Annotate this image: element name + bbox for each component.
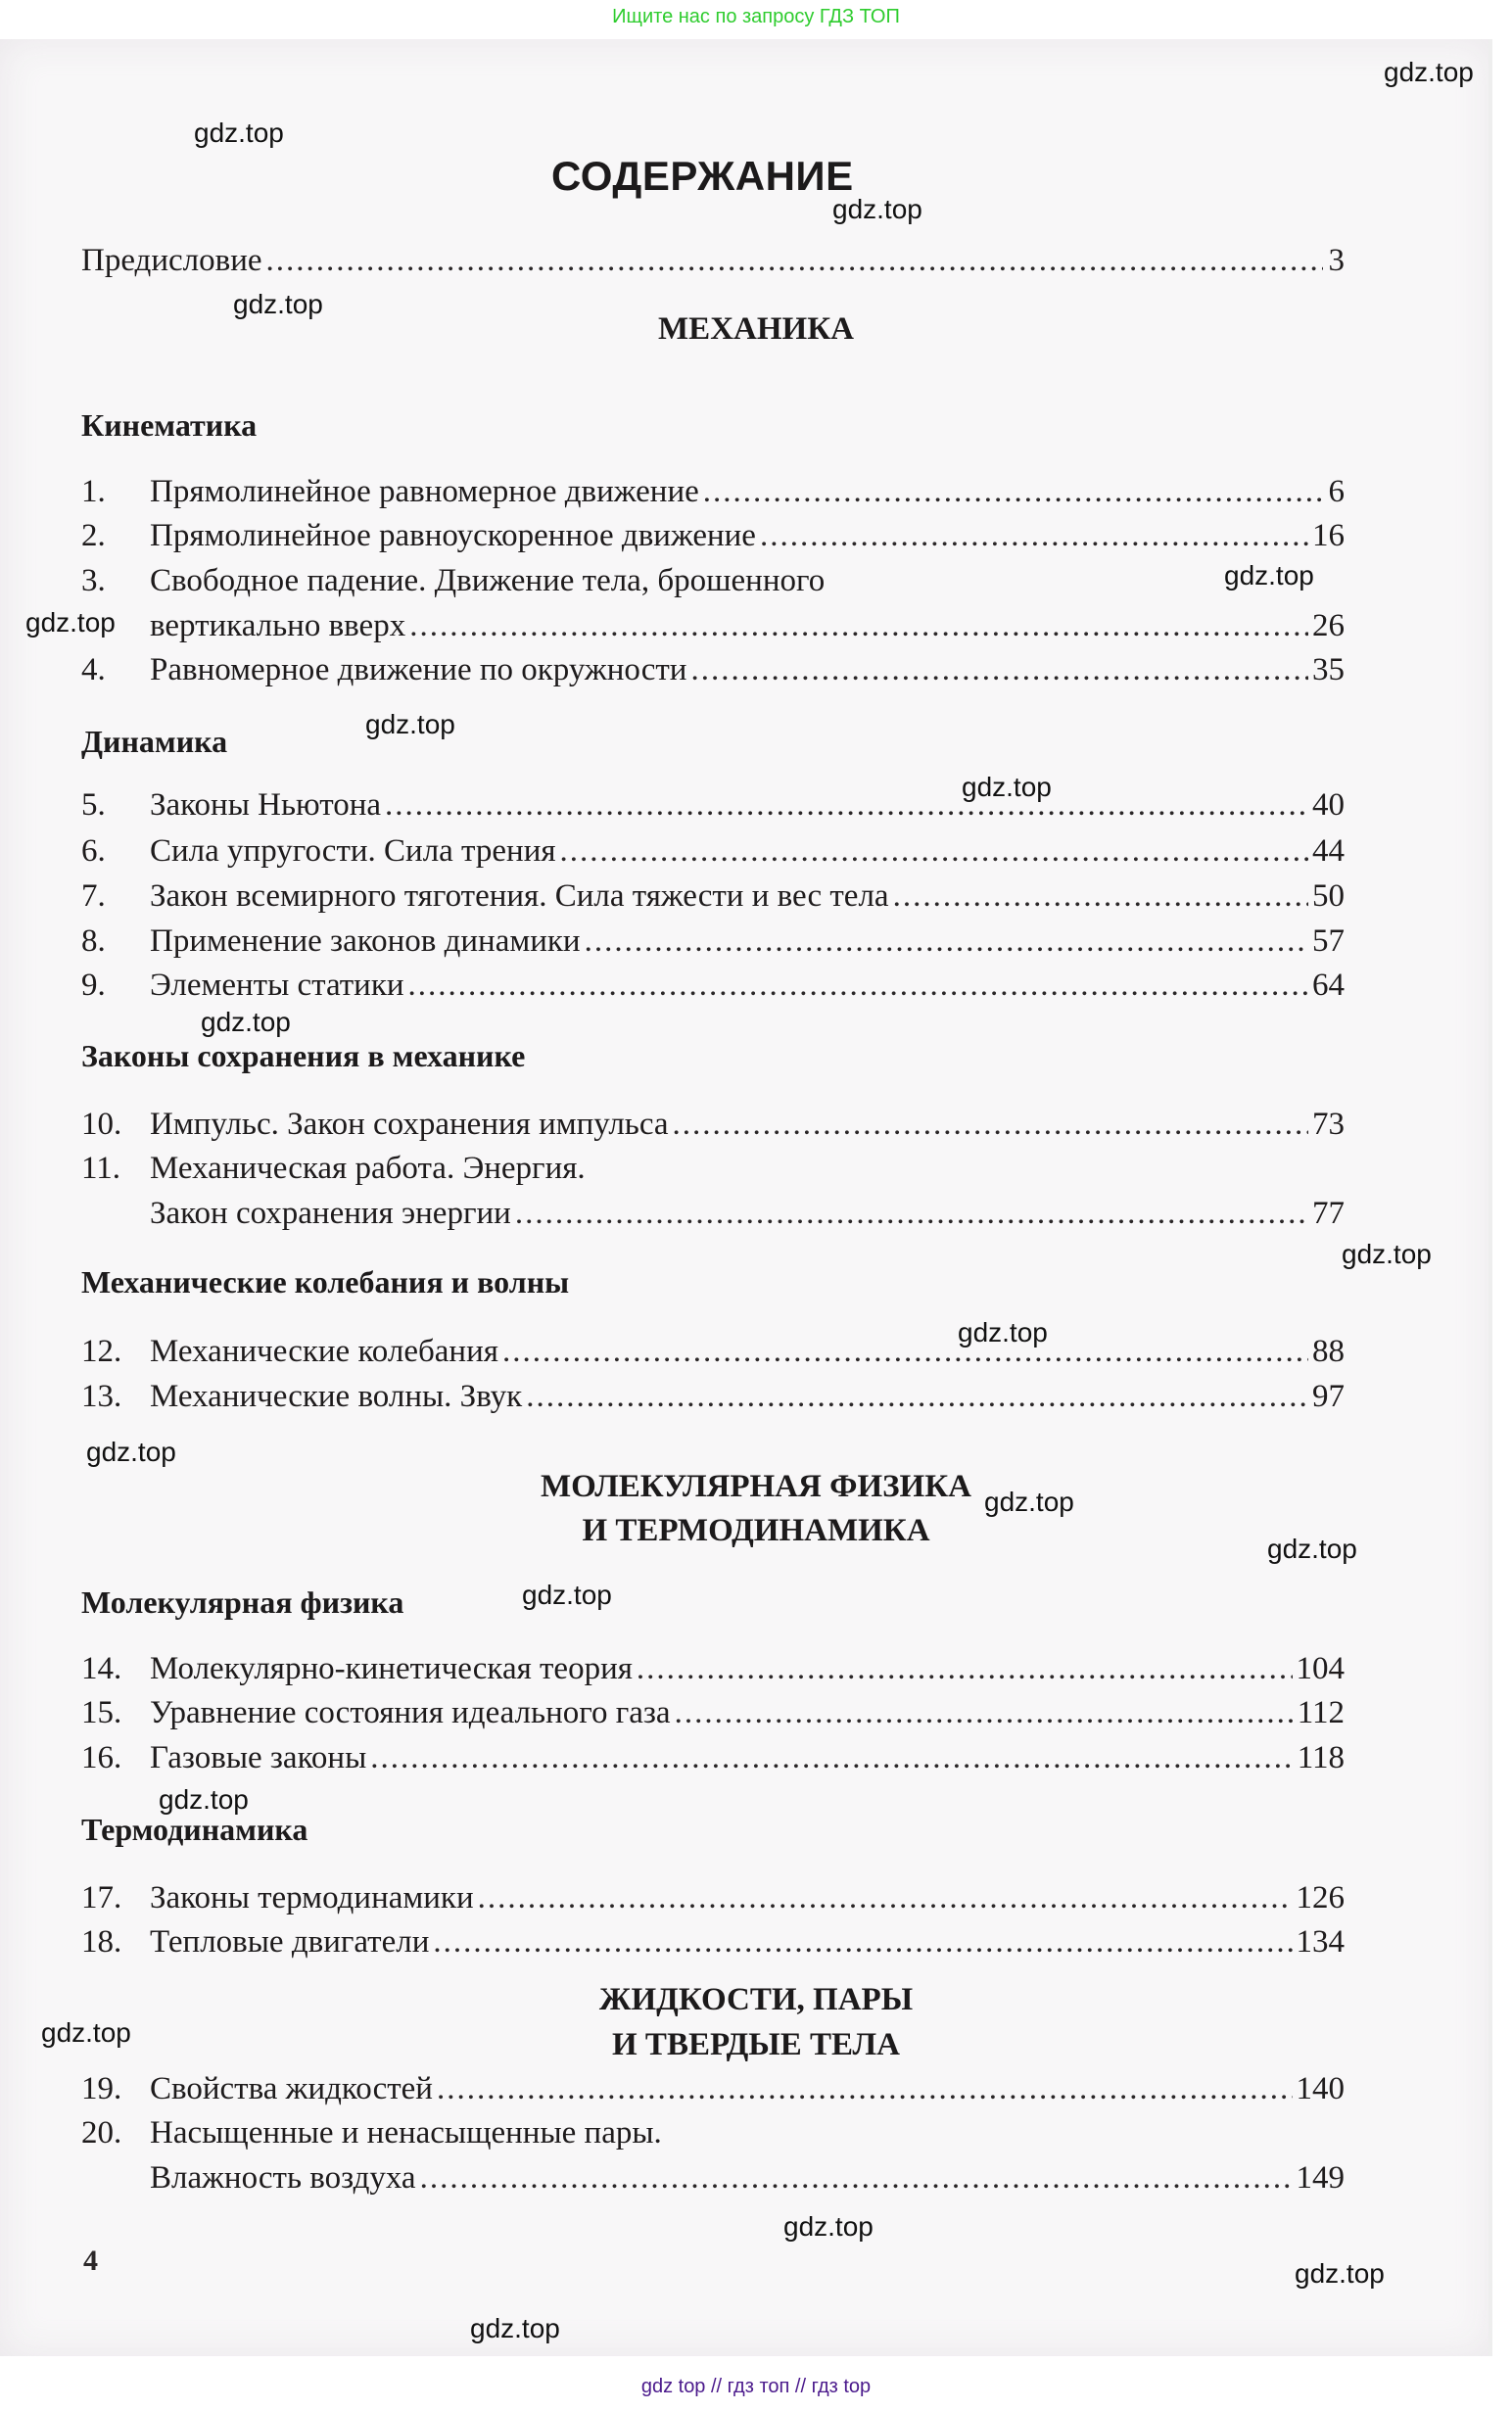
toc-entry[interactable] (81, 923, 1345, 963)
page-title: СОДЕРЖАНИЕ (551, 153, 854, 199)
entry-number: 12. (81, 1334, 122, 1369)
watermark: gdz.top (1384, 57, 1474, 87)
toc-entry-continuation[interactable] (81, 608, 1345, 647)
entry-number: 6. (81, 833, 106, 869)
section-heading-dynamics: Динамика (81, 724, 228, 759)
entry-text: Предисловие (81, 243, 262, 278)
section-heading-thermodynamics: Термодинамика (81, 1812, 308, 1847)
leader-dots (560, 833, 1308, 870)
leader-dots (408, 968, 1308, 1004)
entry-text: Механические колебания (150, 1334, 498, 1369)
bottom-banner-text[interactable]: gdz top // гдз топ // гдз top (640, 2376, 872, 2397)
toc-entry[interactable] (81, 878, 1345, 918)
watermark: gdz.top (1267, 1534, 1357, 1564)
entry-page: 134 (1296, 1924, 1345, 1960)
entry-number: 7. (81, 878, 106, 914)
part-title-liquids-line1: ЖИДКОСТИ, ПАРЫ (598, 1982, 914, 2017)
entry-page: 140 (1296, 2071, 1345, 2106)
bottom-banner (0, 2356, 1512, 2411)
entry-number: 15. (81, 1695, 122, 1730)
watermark: gdz.top (984, 1487, 1074, 1517)
entry-page: 16 (1312, 518, 1345, 553)
watermark: gdz.top (470, 2313, 560, 2343)
entry-number: 18. (81, 1924, 122, 1960)
entry-number: 2. (81, 518, 106, 553)
watermark: gdz.top (522, 1580, 612, 1610)
leader-dots (409, 608, 1308, 644)
leader-dots (515, 1196, 1308, 1232)
entry-page: 118 (1297, 1740, 1345, 1775)
section-heading-kinematics: Кинематика (81, 407, 258, 443)
watermark: gdz.top (365, 709, 455, 739)
toc-entry[interactable] (81, 1379, 1345, 1418)
watermark: gdz.top (783, 2211, 874, 2242)
entry-page: 6 (1328, 474, 1345, 509)
entry-number: 13. (81, 1379, 122, 1414)
section-heading-oscillations-waves: Механические колебания и волны (81, 1264, 570, 1300)
toc-entry[interactable] (81, 1695, 1345, 1734)
entry-page: 73 (1312, 1107, 1345, 1142)
entry-page: 126 (1296, 1880, 1345, 1915)
entry-number: 8. (81, 923, 106, 959)
entry-text: Механические волны. Звук (150, 1379, 523, 1414)
watermark: gdz.top (201, 1007, 291, 1037)
entry-text: Законы термодинамики (150, 1880, 474, 1915)
leader-dots (433, 1924, 1292, 1961)
leader-dots (585, 923, 1308, 960)
top-banner-text[interactable]: Ищите нас по запросу ГДЗ ТОП (612, 6, 900, 27)
leader-dots (760, 518, 1308, 554)
entry-page: 104 (1296, 1651, 1345, 1686)
toc-entry[interactable] (81, 1651, 1345, 1690)
entry-page: 149 (1296, 2160, 1345, 2196)
entry-text: Прямолинейное равноускоренное движение (150, 518, 756, 553)
leader-dots (502, 1334, 1308, 1370)
entry-text: Закон сохранения энергии (150, 1196, 511, 1231)
watermark: gdz.top (25, 607, 116, 638)
toc-entry[interactable] (81, 968, 1345, 1007)
entry-number: 4. (81, 652, 106, 687)
entry-page: 40 (1312, 787, 1345, 823)
leader-dots (437, 2071, 1293, 2107)
toc-entry[interactable] (81, 787, 1345, 827)
leader-dots (690, 652, 1308, 688)
watermark: gdz.top (159, 1784, 249, 1815)
entry-page: 97 (1312, 1379, 1345, 1414)
page-number: 4 (83, 2245, 98, 2277)
leader-dots (893, 878, 1308, 915)
entry-text: Законы Ньютона (150, 787, 382, 823)
toc-entry[interactable] (81, 1151, 1345, 1190)
entry-page: 77 (1312, 1196, 1345, 1231)
entry-text: Газовые законы (150, 1740, 367, 1775)
entry-text: Равномерное движение по окружности (150, 652, 687, 687)
entry-text: Влажность воздуха (150, 2160, 416, 2196)
watermark: gdz.top (233, 289, 323, 319)
entry-text: Сила упругости. Сила трения (150, 833, 556, 869)
leader-dots (385, 787, 1308, 824)
part-title-molecular-line2: И ТЕРМОДИНАМИКА (582, 1513, 930, 1548)
entry-text: Механическая работа. Энергия. (150, 1151, 586, 1186)
toc-entry-continuation[interactable] (81, 1196, 1345, 1235)
watermark: gdz.top (194, 118, 284, 148)
leader-dots (673, 1107, 1308, 1143)
leader-dots (675, 1695, 1294, 1731)
entry-number: 10. (81, 1107, 122, 1142)
entry-page: 64 (1312, 968, 1345, 1003)
watermark: gdz.top (1224, 560, 1314, 591)
watermark: gdz.top (832, 194, 922, 224)
leader-dots (420, 2160, 1293, 2197)
entry-text: Закон всемирного тяготения. Сила тяжести и вес тела (150, 878, 889, 914)
leader-dots (266, 243, 1324, 279)
entry-page: 57 (1312, 923, 1345, 959)
toc-entry[interactable] (81, 1880, 1345, 1919)
entry-text: Свободное падение. Движение тела, брошенного (150, 563, 826, 598)
entry-text: Свойства жидкостей (150, 2071, 433, 2106)
top-banner (0, 0, 1512, 39)
entry-number: 11. (81, 1151, 121, 1186)
toc-entry[interactable] (81, 1924, 1345, 1963)
section-heading-conservation-laws: Законы сохранения в механике (81, 1038, 526, 1073)
entry-page: 44 (1312, 833, 1345, 869)
watermark: gdz.top (1295, 2258, 1385, 2289)
entry-text: Насыщенные и ненасыщенные пары. (150, 2115, 662, 2151)
section-heading-molecular-physics: Молекулярная физика (81, 1584, 404, 1620)
entry-text: Импульс. Закон сохранения импульса (150, 1107, 669, 1142)
leader-dots (703, 474, 1323, 510)
watermark: gdz.top (41, 2017, 131, 2048)
entry-text: Уравнение состояния идеального газа (150, 1695, 671, 1730)
part-title-molecular-line1: МОЛЕКУЛЯРНАЯ ФИЗИКА (541, 1469, 971, 1504)
entry-text: вертикально вверх (150, 608, 406, 643)
entry-number: 9. (81, 968, 106, 1003)
entry-page: 35 (1312, 652, 1345, 687)
entry-text: Прямолинейное равномерное движение (150, 474, 699, 509)
watermark: gdz.top (962, 772, 1052, 802)
toc-entry[interactable] (81, 2071, 1345, 2110)
entry-number: 14. (81, 1651, 122, 1686)
toc-entry[interactable] (81, 833, 1345, 873)
part-title-mechanics: МЕХАНИКА (658, 311, 854, 347)
part-title-liquids-line2: И ТВЕРДЫЕ ТЕЛА (612, 2027, 900, 2062)
toc-entry-continuation[interactable] (81, 2160, 1345, 2199)
toc-entry[interactable] (81, 1334, 1345, 1373)
toc-entry[interactable] (81, 563, 1345, 602)
entry-text: Тепловые двигатели (150, 1924, 430, 1960)
entry-page: 50 (1312, 878, 1345, 914)
entry-text: Элементы статики (150, 968, 404, 1003)
entry-number: 19. (81, 2071, 122, 2106)
toc-entry[interactable] (81, 652, 1345, 691)
toc-entry[interactable] (81, 1107, 1345, 1146)
toc-entry[interactable] (81, 518, 1345, 557)
watermark: gdz.top (86, 1437, 176, 1467)
leader-dots (637, 1651, 1293, 1687)
entry-number: 20. (81, 2115, 122, 2151)
entry-number: 17. (81, 1880, 122, 1915)
toc-entry[interactable] (81, 474, 1345, 513)
entry-text: Молекулярно-кинетическая теория (150, 1651, 633, 1686)
toc-entry-preface[interactable] (81, 243, 1345, 282)
leader-dots (370, 1740, 1293, 1776)
entry-page: 26 (1312, 608, 1345, 643)
entry-page: 112 (1297, 1695, 1345, 1730)
toc-entry[interactable] (81, 2115, 1345, 2154)
leader-dots (526, 1379, 1308, 1415)
entry-page: 88 (1312, 1334, 1345, 1369)
entry-number: 1. (81, 474, 106, 509)
toc-entry[interactable] (81, 1740, 1345, 1779)
watermark: gdz.top (1342, 1239, 1432, 1269)
entry-number: 16. (81, 1740, 122, 1775)
entry-text: Применение законов динамики (150, 923, 581, 959)
entry-page: 3 (1328, 243, 1345, 278)
watermark: gdz.top (958, 1317, 1048, 1347)
entry-number: 5. (81, 787, 106, 823)
leader-dots (478, 1880, 1293, 1916)
entry-number: 3. (81, 563, 106, 598)
